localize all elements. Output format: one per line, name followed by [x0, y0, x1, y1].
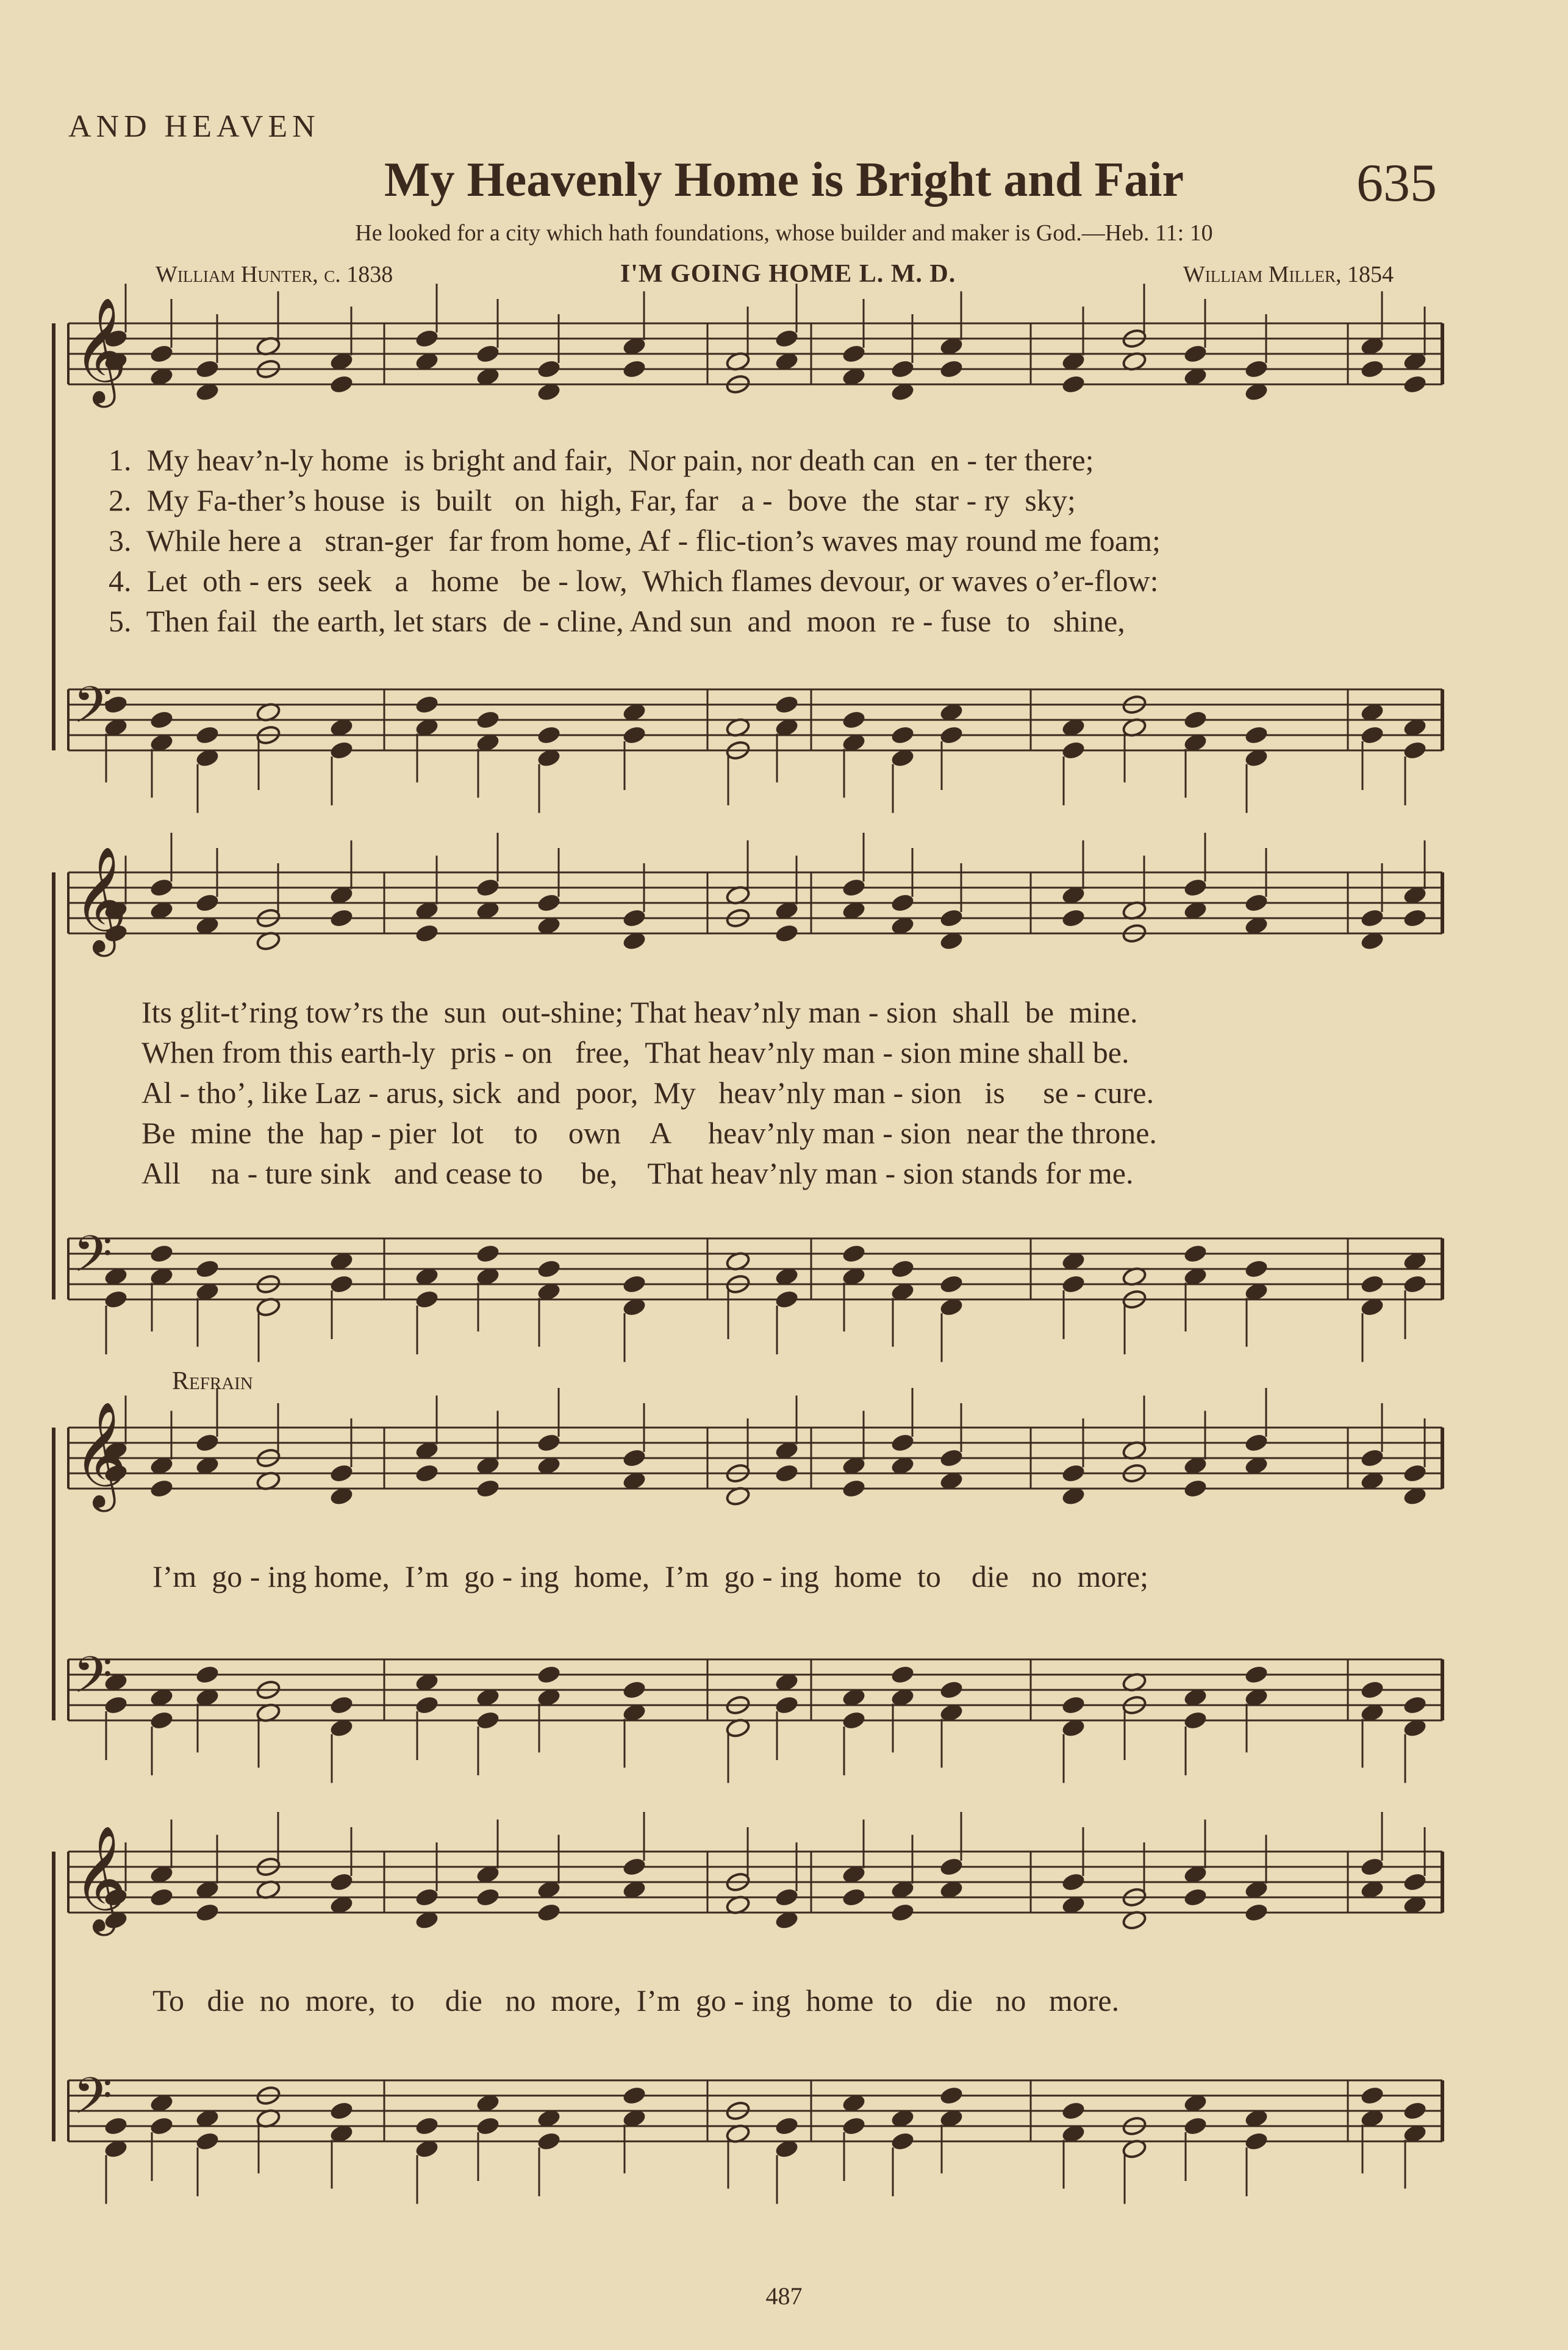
verse-line: All na - ture sink and cease to be, That heav’nly man - sion stands for me. [141, 1156, 1134, 1190]
bass-clef-icon: 𝄢 [73, 675, 113, 747]
note-head [841, 1478, 867, 1500]
note-head [329, 1695, 354, 1716]
note-head [536, 725, 562, 746]
note-head [149, 1243, 174, 1265]
note-head [621, 2085, 647, 2107]
note-head [414, 1463, 440, 1484]
verse-line: 3. While here a stran-ger far from home, Af - flic-tion’s waves may round me foam; [109, 523, 1161, 558]
refrain-line-1 [0, 1559, 1568, 1630]
note-head [939, 359, 964, 380]
note-head [1402, 2100, 1428, 2122]
verse-lines-2 [0, 994, 1568, 1207]
refrain-line-2 [0, 1983, 1568, 2054]
note-head [475, 710, 501, 731]
note-head [841, 1887, 867, 1908]
note-head [195, 725, 220, 746]
note-head [329, 2100, 354, 2122]
note-head [536, 1902, 562, 1924]
note-head [1244, 1902, 1269, 1924]
note-head [1183, 1243, 1208, 1265]
note-head [195, 1664, 220, 1686]
note-head [149, 1887, 174, 1908]
note-head [774, 1463, 800, 1484]
note-head [774, 694, 800, 716]
verse-line: 4. Let oth - ers seek a home be - low, Which flames devour, or waves o’er-flow: [109, 564, 1159, 598]
note-head [774, 923, 800, 944]
hymn-number: 635 [1356, 154, 1437, 213]
note-head [1359, 2085, 1385, 2107]
verse-line: Be mine the hap - pier lot to own A heav’nly man - sion near the throne. [141, 1116, 1157, 1150]
note-head [939, 1274, 964, 1295]
note-head [475, 1478, 501, 1500]
refrain-label: Refrain [172, 1367, 253, 1395]
note-head [890, 1664, 915, 1686]
note-head [1402, 374, 1428, 395]
verse-line: 2. My Fa-ther’s house is built on high, Far, far a - bove the star - ry sky; [109, 483, 1076, 517]
bass-clef-icon: 𝄢 [73, 1645, 113, 1717]
words-author: William Hunter, c. 1838 [156, 262, 393, 287]
note-head [1359, 1274, 1385, 1295]
note-head [1061, 374, 1086, 395]
note-head [841, 1243, 867, 1265]
note-head [414, 694, 440, 716]
note-head [475, 1887, 501, 1908]
note-head [1244, 1259, 1269, 1280]
note-head [329, 374, 354, 395]
note-head [475, 1243, 501, 1265]
note-head [1183, 1887, 1208, 1908]
note-head [1244, 1664, 1269, 1686]
refrain-text: To die no more, to die no more, I’m go - ing home to die no more. [152, 1983, 1120, 2018]
verse-line: 1. My heav’n-ly home is bright and fair, Nor pain, nor death can en - ter there; [109, 443, 1094, 477]
verse-line: 5. Then fail the earth, let stars de - cline, And sun and moon re - fuse to shine, [109, 604, 1125, 638]
page-number: 487 [765, 2282, 803, 2310]
note-head [149, 710, 174, 731]
note-head [1183, 1478, 1208, 1500]
note-head [536, 1259, 562, 1280]
tune-name: I'M GOING HOME L. M. D. [620, 260, 956, 288]
note-head [939, 2085, 964, 2107]
note-head [195, 1902, 220, 1924]
note-head [621, 1680, 647, 1701]
note-head [890, 1902, 915, 1924]
note-head [1061, 1695, 1086, 1716]
note-head [774, 2116, 800, 2137]
note-head [1402, 908, 1428, 929]
note-head [1061, 2100, 1086, 2122]
note-head [195, 1259, 220, 1280]
hymn-title: My Heavenly Home is Bright and Fair [384, 153, 1184, 207]
note-head [1402, 1695, 1428, 1716]
verse-line: When from this earth-ly pris - on free, That heav’nly man - sion mine shall be. [141, 1035, 1129, 1069]
section-title: AND HEAVEN [68, 109, 320, 144]
bass-clef-icon: 𝄢 [73, 1224, 113, 1296]
note-head [890, 1259, 915, 1280]
refrain-text: I’m go - ing home, I’m go - ing home, I’m go - ing home to die no more; [152, 1559, 1149, 1594]
note-head [414, 2116, 440, 2137]
treble-clef-icon: 𝄞 [73, 1401, 127, 1507]
treble-clef-icon: 𝄞 [73, 297, 127, 403]
note-head [149, 1478, 174, 1500]
verse-lines-1 [0, 442, 1568, 655]
note-head [329, 908, 354, 929]
note-head [1359, 359, 1385, 380]
note-head [414, 923, 440, 944]
treble-clef-icon: 𝄞 [73, 1825, 127, 1931]
note-head [536, 1664, 562, 1686]
bass-clef-icon: 𝄢 [73, 2066, 113, 2138]
note-head [841, 710, 867, 731]
note-head [621, 359, 647, 380]
note-head [1183, 710, 1208, 731]
note-head [939, 1680, 964, 1701]
note-head [1061, 908, 1086, 929]
note-head [1359, 1680, 1385, 1701]
note-head [1244, 725, 1269, 746]
music-composer: William Miller, 1854 [1183, 262, 1394, 287]
treble-clef-icon: 𝄞 [73, 846, 127, 952]
verse-line: Its glit-t’ring tow’rs the sun out-shine; That heav’nly man - sion shall be mine. [141, 995, 1138, 1029]
note-head [621, 1274, 647, 1295]
verse-line: Al - tho’, like Laz - arus, sick and poor, My heav’nly man - sion is se - cure. [141, 1076, 1155, 1110]
scripture-reference: He looked for a city which hath foundations, whose builder and maker is God.—Heb. 11: 10 [355, 220, 1213, 246]
note-head [890, 725, 915, 746]
